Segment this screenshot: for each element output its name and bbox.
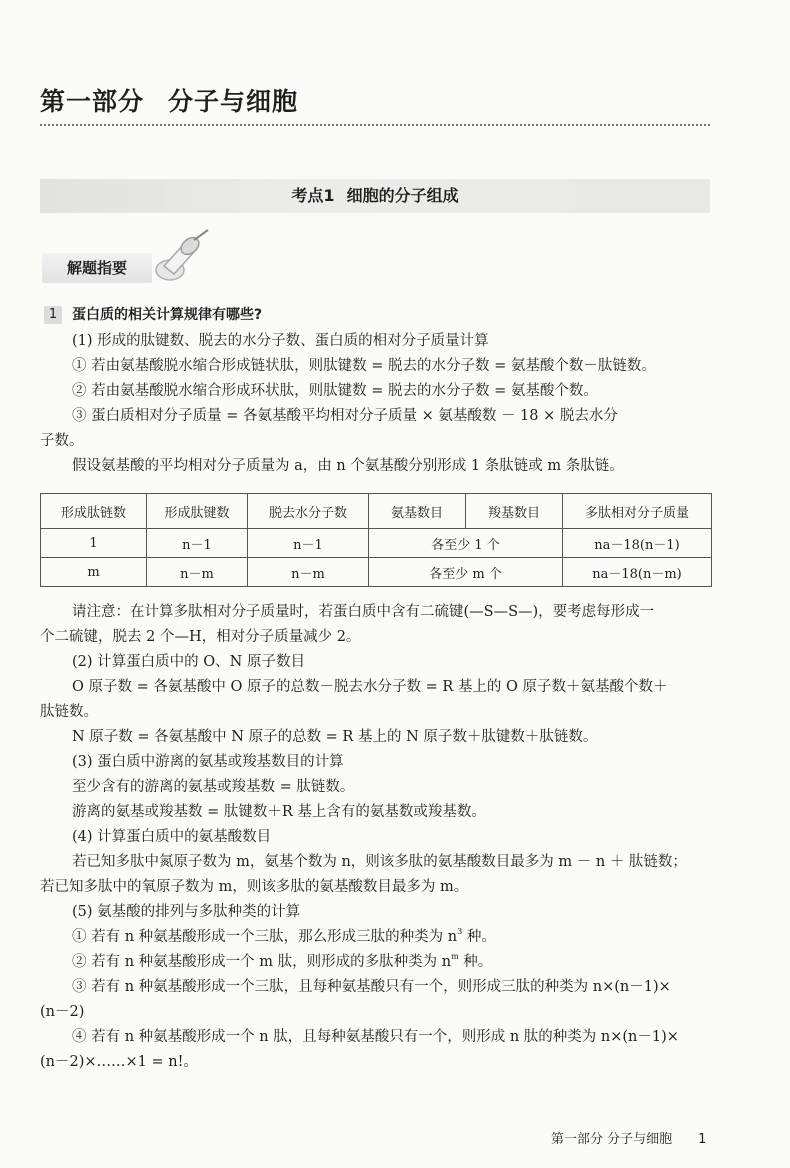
dotted-divider [40,124,710,126]
text-line: (2) 计算蛋白质中的 O、N 原子数目 [72,654,305,670]
text-line [72,952,752,972]
text-line: (n－2)×……×1 = n!。 [40,1054,198,1070]
text-line: (5) 氨基酸的排列与多肽种类的计算 [72,904,301,920]
table-header: 脱去水分子数 [248,494,369,529]
text-line: 假设氨基酸的平均相对分子质量为 a，由 n 个氨基酸分别形成 1 条肽链或 m 条肽链。 [72,458,624,474]
text-span: 种。 [462,929,496,945]
text-line: ③ 蛋白质相对分子质量 = 各氨基酸平均相对分子质量 × 氨基酸数 － 18 × 脱去水分 [72,408,618,424]
topic-banner [40,179,710,213]
table-cell: n－m [147,558,248,587]
tip-tab: 解题指要 [42,253,152,283]
table-header: 形成肽键数 [147,494,248,529]
text-line: (4) 计算蛋白质中的氨基酸数目 [72,829,272,845]
text-span: 种。 [458,954,493,970]
part-title-b: 分子与细胞 [168,87,299,116]
table-header-row [41,494,712,529]
text-line: ① 若由氨基酸脱水缩合形成链状肽，则肽键数 = 脱去的水分子数 = 氨基酸个数－肽链数。 [72,358,656,374]
table-header: 多肽相对分子质量 [563,494,712,529]
text-line: ② 若由氨基酸脱水缩合形成环状肽，则肽键数 = 脱去的水分子数 = 氨基酸个数。 [72,383,598,399]
question-number: 1 [44,306,62,324]
topic-label: 考点1 [291,186,335,205]
table-cell: n－1 [248,529,369,558]
text-line [72,927,752,947]
superscript: 3 [457,927,463,936]
table-header: 氨基数目 [369,494,466,529]
question-title: 蛋白质的相关计算规律有哪些? [72,307,263,323]
table-cell: na－18(n－m) [563,558,712,587]
text-line: O 原子数 = 各氨基酸中 O 原子的总数－脱去水分子数 = R 基上的 O 原子数＋氨基酸个数＋ [72,679,668,695]
topic-title: 细胞的分子组成 [346,186,459,205]
page-number: 1 [698,1132,707,1147]
part-title [40,82,298,118]
text-line: ④ 若有 n 种氨基酸形成一个 n 肽，且每种氨基酸只有一个，则形成 n 肽的种类为 n×(n－1)× [72,1029,679,1045]
text-line: 请注意：在计算多肽相对分子质量时，若蛋白质中含有二硫键(—S—S—)，要考虑每形成一 [72,604,655,620]
text-line: 至少含有的游离的氨基或羧基数 = 肽链数。 [72,779,355,795]
page-footer [551,1128,706,1147]
text-line: 个二硫键，脱去 2 个—H，相对分子质量减少 2。 [40,629,361,645]
superscript: m [451,952,459,961]
text-line: 子数。 [40,433,84,449]
text-line: N 原子数 = 各氨基酸中 N 原子的总数 = R 基上的 N 原子数＋肽键数＋肽链数。 [72,729,598,745]
part-title-a: 第一部分 [40,87,145,116]
table-cell: 1 [41,529,147,558]
table-row [41,558,712,587]
text-line: 游离的氨基或羧基数 = 肽键数＋R 基上含有的氨基数或羧基数。 [72,804,486,820]
table-cell: m [41,558,147,587]
table-cell: n－1 [147,529,248,558]
text-line: 若已知多肽中的氧原子数为 m，则该多肽的氨基酸数目最多为 m。 [40,879,469,895]
text-line: (3) 蛋白质中游离的氨基或羧基数目的计算 [72,754,344,770]
text-line: 肽链数。 [40,704,98,720]
table-header: 形成肽链数 [41,494,147,529]
table-header: 羧基数目 [466,494,563,529]
text-line: (n－2) [40,1004,85,1020]
text-line: ③ 若有 n 种氨基酸形成一个三肽，且每种氨基酸只有一个，则形成三肽的种类为 n×(n－1)× [72,979,671,995]
footer-section: 第一部分 分子与细胞 [551,1132,673,1147]
pushpin-icon [148,226,218,290]
text-line: (1) 形成的肽键数、脱去的水分子数、蛋白质的相对分子质量计算 [72,333,489,349]
table-row [41,529,712,558]
table-cell: 各至少 1 个 [369,529,563,558]
text-line: 若已知多肽中氮原子数为 m，氨基个数为 n，则该多肽的氨基酸数目最多为 m － n ＋ 肽链数； [72,854,687,870]
text-span: ② 若有 n 种氨基酸形成一个 m 肽，则形成的多肽种类为 n [72,954,452,970]
text-span: ① 若有 n 种氨基酸形成一个三肽，那么形成三肽的种类为 n [72,929,458,945]
table-cell: n－m [248,558,369,587]
table-cell: 各至少 m 个 [369,558,563,587]
peptide-table [40,493,712,587]
table-cell: na－18(n－1) [563,529,712,558]
